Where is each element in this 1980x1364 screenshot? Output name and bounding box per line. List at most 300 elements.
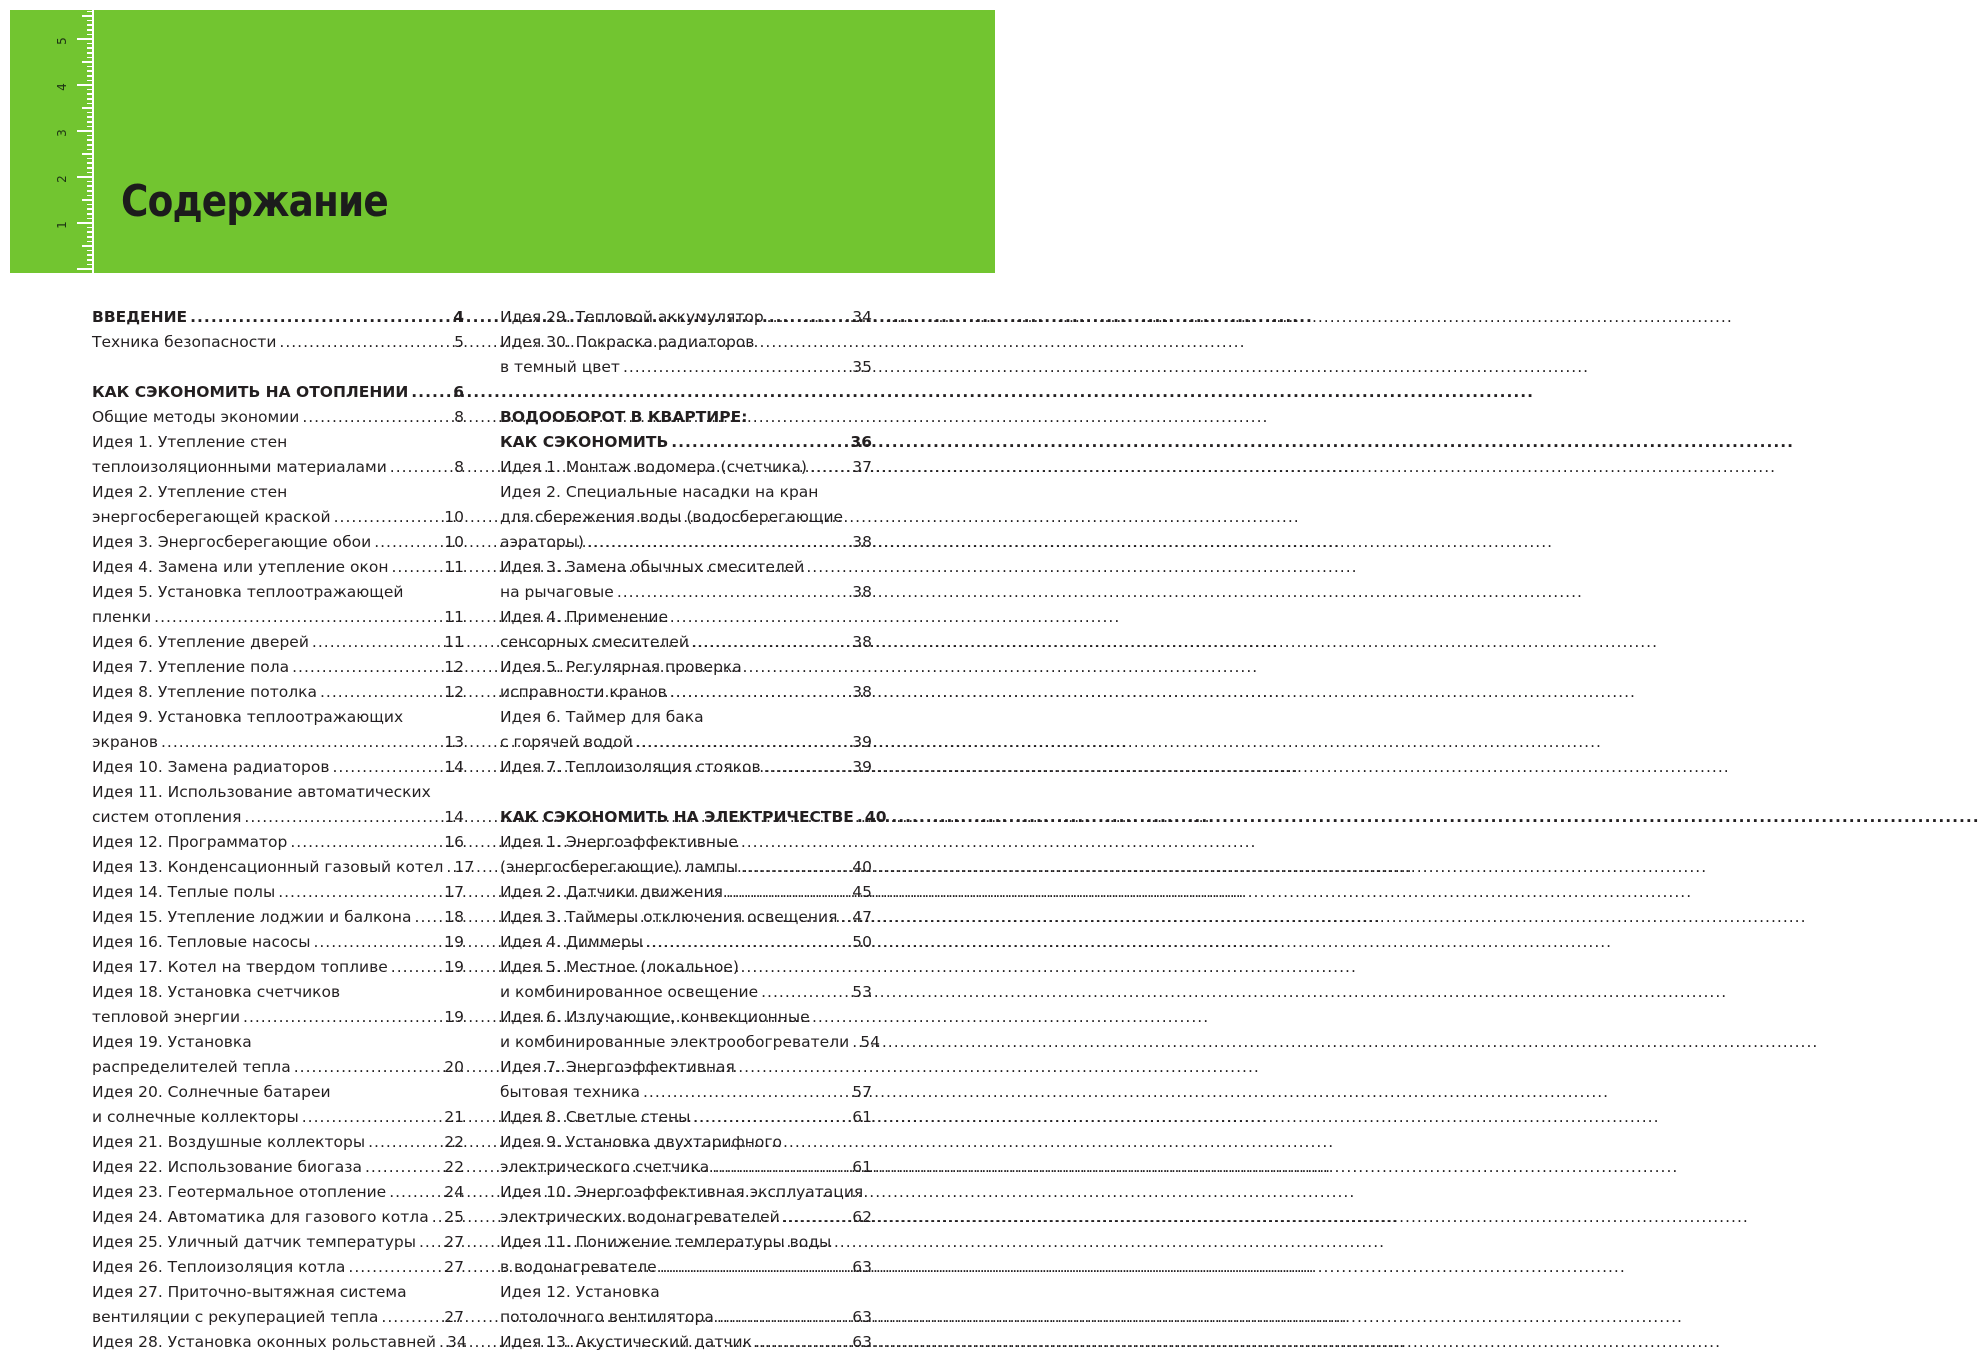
toc-entry[interactable]: [92, 505, 464, 530]
toc-entry[interactable]: [500, 980, 872, 1005]
toc-entry-text: Идея 17. Котел на твердом топливе: [92, 958, 388, 976]
toc-entry-text: пленки: [92, 608, 152, 626]
dot-leader: [154, 605, 442, 630]
dot-leader: [840, 905, 850, 930]
ruler-tick: [87, 98, 93, 100]
dot-leader: [302, 405, 452, 430]
toc-entry-text: Идея 13. Акустический датчик: [500, 1333, 752, 1351]
ruler-number: 1: [55, 221, 69, 229]
toc-section-heading[interactable]: [500, 805, 887, 830]
page-number: 25: [444, 1208, 464, 1226]
toc-entry[interactable]: [92, 580, 464, 605]
page-number: 40: [852, 858, 872, 876]
dot-leader: [313, 930, 442, 955]
toc-entry-text: электрических водонагревателей: [500, 1208, 780, 1226]
toc-entry-text: Идея 28. Установка оконных рольставней: [92, 1333, 436, 1351]
dot-leader: [312, 630, 442, 655]
page-number: 12: [444, 683, 464, 701]
dot-leader: [623, 355, 850, 380]
toc-entry-text: Идея 5. Регулярная проверка: [500, 658, 742, 676]
dot-leader: [717, 1305, 850, 1330]
toc-entry[interactable]: [500, 530, 872, 555]
toc-entry-text: Идея 2. Утепление стен: [92, 483, 288, 501]
toc-entry-text: потолочного вентилятора: [500, 1308, 714, 1326]
ruler-tick: [87, 172, 93, 174]
page-number: 38: [852, 633, 872, 651]
ruler-tick: [87, 66, 93, 68]
toc-entry[interactable]: [92, 680, 464, 705]
toc-entry[interactable]: [500, 1130, 872, 1155]
toc-entry-text: Идея 19. Установка: [92, 1033, 252, 1051]
ruler-tick: [87, 259, 93, 261]
ruler-tick: [87, 52, 93, 54]
page-number: 27: [444, 1308, 464, 1326]
section-spacer: [500, 780, 872, 805]
toc-entry[interactable]: [92, 930, 464, 955]
dot-leader: [334, 505, 443, 530]
ruler-tick: [87, 75, 93, 77]
ruler-tick: [77, 84, 93, 86]
page-number: 10: [444, 508, 464, 526]
ruler-number: 5: [55, 37, 69, 45]
toc-left-column: [92, 305, 475, 1355]
dot-leader: [643, 1080, 850, 1105]
ruler-number: 2: [55, 175, 69, 183]
toc-entry[interactable]: [500, 455, 872, 480]
toc-entry-text: вентиляции с рекуперацией тепла: [92, 1308, 379, 1326]
toc-entry-text: Идея 14. Теплые полы: [92, 883, 276, 901]
ruler-tick: [87, 204, 93, 206]
toc-entry-text: Идея 27. Приточно-вытяжная система: [92, 1283, 407, 1301]
toc-entry-text: Идея 9. Установка теплоотражающих: [92, 708, 404, 726]
page-number: 50: [852, 933, 872, 951]
toc-entry-text: Идея 18. Установка счетчиков: [92, 983, 341, 1001]
page-number: 34: [446, 1333, 467, 1351]
dot-leader: [415, 905, 443, 930]
toc-entry[interactable]: [92, 1155, 464, 1180]
dot-leader: [617, 580, 850, 605]
toc-entry[interactable]: [92, 405, 464, 430]
ruler-tick: [77, 130, 93, 132]
dot-leader: [419, 1230, 442, 1255]
toc-entry-text: Идея 12. Программатор: [92, 833, 288, 851]
page-number: 19: [444, 958, 464, 976]
toc-entry-text: на рычаговые: [500, 583, 614, 601]
page-number: 18: [444, 908, 464, 926]
page-number: 38: [852, 683, 872, 701]
ruler-tick: [87, 103, 93, 105]
ruler-tick: [87, 20, 93, 22]
toc-entry[interactable]: [92, 555, 464, 580]
toc-entry[interactable]: [500, 1155, 872, 1180]
toc-entry[interactable]: [500, 955, 872, 980]
toc-entry-text: экранов: [92, 733, 158, 751]
page-number: 13: [444, 733, 464, 751]
dot-leader: [278, 880, 442, 905]
toc-entry-text: Идея 22. Использование биогаза: [92, 1158, 362, 1176]
toc-entry-text: бытовая техника: [500, 1083, 640, 1101]
ruler-tick: [87, 158, 93, 160]
toc-entry-text: Идея 3. Таймеры отключения освещения: [500, 908, 838, 926]
ruler-tick: [87, 218, 93, 220]
toc-entry[interactable]: [500, 705, 872, 730]
page-number: 14: [444, 808, 464, 826]
toc-entry-text: Идея 23. Геотермальное отопление: [92, 1183, 387, 1201]
dot-leader: [290, 830, 442, 855]
ruler-tick: [87, 43, 93, 45]
ruler-tick: [77, 176, 93, 178]
toc-section-heading[interactable]: [500, 430, 872, 455]
ruler-tick: [87, 227, 93, 229]
dot-leader: [646, 930, 850, 955]
page-number: 38: [852, 583, 872, 601]
page-number: 11: [444, 633, 464, 651]
toc-entry[interactable]: [92, 330, 464, 355]
toc-entry-text: Идея 5. Установка теплоотражающей: [92, 583, 404, 601]
toc-entry[interactable]: [92, 480, 464, 505]
toc-entry[interactable]: [500, 1230, 872, 1255]
toc-entry[interactable]: [92, 705, 464, 730]
ruler-tick: [87, 11, 93, 13]
page-number: 19: [444, 1008, 464, 1026]
toc-entry-text: Идея 11. Понижение температуры воды: [500, 1233, 832, 1251]
toc-entry[interactable]: [500, 505, 872, 530]
ruler-tick: [87, 162, 93, 164]
toc-entry-text: Идея 6. Утепление дверей: [92, 633, 309, 651]
dot-leader: [243, 1005, 442, 1030]
toc-entry[interactable]: [500, 355, 872, 380]
toc-entry-text: Идея 4. Замена или утепление окон: [92, 558, 389, 576]
toc-entry[interactable]: [92, 805, 464, 830]
toc-entry[interactable]: [500, 1005, 872, 1030]
ruler-tick: [82, 245, 93, 247]
dot-leader: [446, 855, 452, 880]
toc-entry[interactable]: [500, 605, 872, 630]
toc-entry[interactable]: [92, 955, 464, 980]
dot-leader: [411, 380, 451, 405]
toc-entry[interactable]: [92, 780, 464, 805]
toc-entry-text: (энергосберегающие) лампы: [500, 858, 739, 876]
toc-entry-text: теплоизоляционными материалами: [92, 458, 387, 476]
toc-entry[interactable]: [92, 1130, 464, 1155]
dot-leader: [374, 530, 442, 555]
page-number: 37: [852, 458, 872, 476]
toc-entry-text: Идея 24. Автоматика для газового котла: [92, 1208, 429, 1226]
section-spacer: [92, 355, 464, 380]
page-number: 24: [444, 1183, 464, 1201]
ruler-tick: [87, 181, 93, 183]
ruler-tick: [87, 264, 93, 266]
toc-section-heading[interactable]: [92, 380, 464, 405]
page-number: 17: [444, 883, 464, 901]
toc-entry-text: КАК СЭКОНОМИТЬ: [500, 433, 669, 451]
toc-entry-text: Общие методы экономии: [92, 408, 300, 426]
page-number: 36: [850, 433, 872, 451]
page-number: 21: [444, 1108, 464, 1126]
dot-leader: [636, 730, 850, 755]
ruler-tick: [87, 121, 93, 123]
toc-entry[interactable]: [500, 1255, 872, 1280]
dot-leader: [587, 530, 850, 555]
page-number: 34: [852, 308, 872, 326]
toc-entry-text: с горячей водой: [500, 733, 633, 751]
toc-entry-text: Идея 7. Теплоизоляция стояков: [500, 758, 761, 776]
dot-leader: [244, 805, 442, 830]
toc-entry-text: Идея 20. Солнечные батареи: [92, 1083, 331, 1101]
section-spacer: [500, 380, 872, 405]
toc-entry[interactable]: [500, 855, 872, 880]
toc-entry[interactable]: [500, 630, 872, 655]
toc-entry[interactable]: [92, 1055, 464, 1080]
page-number: 19: [444, 933, 464, 951]
ruler-tick: [87, 236, 93, 238]
toc-entry[interactable]: [500, 580, 872, 605]
toc-entry-text: Идея 9. Установка двухтарифного: [500, 1133, 782, 1151]
toc-entry[interactable]: [500, 1080, 872, 1105]
toc-entry-text: Идея 3. Замена обычных смесителей: [500, 558, 805, 576]
toc-entry-text: Идея 8. Светлые стены: [500, 1108, 691, 1126]
toc-entry[interactable]: [500, 930, 872, 955]
toc-section-heading[interactable]: [92, 305, 464, 330]
toc-entry-text: для сбережения воды (водосберегающие: [500, 508, 844, 526]
toc-entry[interactable]: [500, 1105, 872, 1130]
toc-entry-text: и солнечные коллекторы: [92, 1108, 299, 1126]
page-number: 53: [852, 983, 872, 1001]
toc-entry-text: Идея 2. Датчики движения: [500, 883, 724, 901]
toc-entry[interactable]: [500, 480, 872, 505]
ruler-number: 4: [55, 83, 69, 91]
toc-entry[interactable]: [92, 980, 464, 1005]
dot-leader: [439, 1330, 445, 1355]
page-number: 20: [444, 1058, 464, 1076]
ruler-tick: [82, 61, 93, 63]
dot-leader: [761, 980, 850, 1005]
ruler-tick: [87, 70, 93, 72]
toc-entry-text: ВВЕДЕНИЕ: [92, 308, 188, 326]
toc-entry[interactable]: [500, 555, 872, 580]
toc-entry[interactable]: [500, 1180, 872, 1205]
page-number: 6: [453, 383, 464, 401]
ruler-tick: [87, 213, 93, 215]
ruler-tick: [87, 29, 93, 31]
toc-entry[interactable]: [92, 655, 464, 680]
toc-entry[interactable]: [500, 655, 872, 680]
ruler-tick: [87, 167, 93, 169]
ruler-tick: [87, 144, 93, 146]
toc-entry-text: Идея 11. Использование автоматических: [92, 783, 431, 801]
toc-entry-text: Идея 4. Диммеры: [500, 933, 643, 951]
toc-entry[interactable]: [92, 1180, 464, 1205]
toc-entry[interactable]: [500, 1305, 872, 1330]
toc-entry-text: Идея 30. Покраска радиаторов: [500, 333, 755, 351]
toc-entry-text: и комбинированное освещение: [500, 983, 759, 1001]
toc-entry[interactable]: [92, 730, 464, 755]
toc-entry-text: Идея 13. Конденсационный газовый котел: [92, 858, 444, 876]
page-number: 8: [454, 458, 464, 476]
toc-entry-text: в темный цвет: [500, 358, 620, 376]
ruler-tick: [87, 149, 93, 151]
toc-entry[interactable]: [92, 455, 464, 480]
toc-entry[interactable]: [92, 905, 464, 930]
toc-entry[interactable]: [92, 430, 464, 455]
page-number: 38: [852, 533, 872, 551]
page-number: 10: [444, 533, 464, 551]
toc-entry-text: Идея 10. Замена радиаторов: [92, 758, 330, 776]
toc-entry-text: сенсорных смесителей: [500, 633, 689, 651]
page-number: 16: [444, 833, 464, 851]
toc-entry[interactable]: [92, 880, 464, 905]
toc-entry-text: Идея 1. Утепление стен: [92, 433, 288, 451]
page-number: 35: [852, 358, 872, 376]
ruler-tick: [87, 34, 93, 36]
toc-entry[interactable]: [500, 305, 872, 330]
ruler-tick: [87, 47, 93, 49]
dot-leader: [381, 1305, 442, 1330]
page-number: 17: [454, 858, 475, 876]
toc-entry[interactable]: [92, 830, 464, 855]
page-number: 61: [852, 1158, 872, 1176]
toc-entry-text: Идея 4. Применение: [500, 608, 669, 626]
page-number: 14: [444, 758, 464, 776]
page-number: 47: [852, 908, 872, 926]
toc-entry[interactable]: [92, 1280, 464, 1305]
ruler-tick: [82, 15, 93, 17]
toc-entry[interactable]: [92, 1005, 464, 1030]
page-number: 63: [852, 1258, 872, 1276]
toc-entry-text: Техника безопасности: [92, 333, 277, 351]
page-number: 11: [444, 608, 464, 626]
dot-leader: [712, 1155, 850, 1180]
dot-leader: [161, 730, 442, 755]
dot-leader: [810, 455, 850, 480]
toc-entry-text: Идея 7. Энергоэффективная: [500, 1058, 735, 1076]
toc-entry[interactable]: [500, 880, 872, 905]
page-number: 27: [444, 1233, 464, 1251]
toc-entry[interactable]: [500, 1030, 880, 1055]
ruler-tick: [87, 80, 93, 82]
page-number: 22: [444, 1158, 464, 1176]
dot-leader: [767, 305, 851, 330]
dot-leader: [302, 1105, 443, 1130]
toc-entry-text: Идея 5. Местное (локальное): [500, 958, 739, 976]
dot-leader: [726, 880, 850, 905]
toc-entry[interactable]: [500, 755, 872, 780]
ruler-tick: [87, 190, 93, 192]
toc-entry[interactable]: [500, 330, 872, 355]
ruler-tick: [87, 254, 93, 256]
toc-entry[interactable]: [92, 1255, 464, 1280]
toc-entry[interactable]: [500, 1280, 872, 1305]
ruler-tick: [87, 93, 93, 95]
dot-leader: [764, 755, 851, 780]
toc-entry[interactable]: [92, 855, 475, 880]
toc-entry[interactable]: [92, 530, 464, 555]
dot-leader: [660, 1255, 851, 1280]
toc-entry-text: исправности кранов: [500, 683, 667, 701]
dot-leader: [852, 1030, 858, 1055]
toc-entry-text: Идея 15. Утепление лоджии и балкона: [92, 908, 412, 926]
toc-section-heading[interactable]: [500, 405, 872, 430]
page-number: 11: [444, 558, 464, 576]
toc-entry[interactable]: [500, 905, 872, 930]
page-number: 61: [852, 1108, 872, 1126]
page-number: 63: [852, 1333, 872, 1351]
ruler-tick: [87, 126, 93, 128]
page-number: 4: [453, 308, 464, 326]
dot-leader: [432, 1205, 443, 1230]
dot-leader: [389, 1180, 442, 1205]
toc-entry-text: Идея 26. Теплоизоляция котла: [92, 1258, 346, 1276]
page-number: 40: [864, 808, 887, 826]
toc-entry[interactable]: [500, 830, 872, 855]
toc-entry-text: систем отопления: [92, 808, 242, 826]
page-title: Содержание: [121, 176, 388, 227]
dot-leader: [857, 805, 863, 830]
toc-entry[interactable]: [500, 680, 872, 705]
toc-entry[interactable]: [500, 730, 872, 755]
dot-leader: [365, 1155, 442, 1180]
toc-entry-text: и комбинированные электрообогреватели: [500, 1033, 850, 1051]
toc-entry-text: распределителей тепла: [92, 1058, 291, 1076]
dot-leader: [292, 655, 442, 680]
toc-entry[interactable]: [92, 1030, 464, 1055]
toc-entry[interactable]: [92, 630, 464, 655]
toc-entry-text: тепловой энергии: [92, 1008, 241, 1026]
toc-entry-text: Идея 2. Специальные насадки на кран: [500, 483, 819, 501]
dot-leader: [333, 755, 443, 780]
toc-entry[interactable]: [92, 1330, 467, 1355]
toc-entry[interactable]: [92, 755, 464, 780]
toc-entry-text: Идея 6. Таймер для бака: [500, 708, 704, 726]
dot-leader: [741, 855, 850, 880]
ruler-tick: [77, 222, 93, 224]
dot-leader: [671, 430, 848, 455]
toc-entry[interactable]: [500, 1205, 872, 1230]
dot-leader: [391, 955, 442, 980]
dot-leader: [390, 455, 452, 480]
toc-entry-text: Идея 7. Утепление пола: [92, 658, 290, 676]
ruler-tick: [87, 241, 93, 243]
toc-entry[interactable]: [92, 1105, 464, 1130]
page-number: 5: [454, 333, 464, 351]
toc-entry[interactable]: [92, 1305, 464, 1330]
ruler-tick: [87, 231, 93, 233]
dot-leader: [294, 1055, 443, 1080]
page-number: 39: [852, 733, 872, 751]
toc-entry[interactable]: [500, 1055, 872, 1080]
toc-entry[interactable]: [92, 1080, 464, 1105]
dot-leader: [692, 630, 850, 655]
dot-leader: [783, 1205, 851, 1230]
ruler-tick: [82, 107, 93, 109]
toc-entry[interactable]: [92, 605, 464, 630]
ruler-tick: [87, 250, 93, 252]
toc-entry-text: энергосберегающей краской: [92, 508, 331, 526]
toc-entry-text: Идея 16. Тепловые насосы: [92, 933, 311, 951]
toc-entry[interactable]: [92, 1230, 464, 1255]
toc-entry-text: Идея 21. Воздушные коллекторы: [92, 1133, 366, 1151]
toc-entry-text: Идея 3. Энергосберегающие обои: [92, 533, 372, 551]
toc-entry-text: Идея 6. Излучающие, конвекционные: [500, 1008, 810, 1026]
page-number: 57: [852, 1083, 872, 1101]
ruler-number: [55, 0, 69, 5]
toc-entry[interactable]: [92, 1205, 464, 1230]
toc-entry[interactable]: [500, 1330, 872, 1355]
dot-leader: [670, 680, 850, 705]
toc-entry-text: Идея 10. Энергоэффективная эксплуатация: [500, 1183, 864, 1201]
dot-leader: [755, 1330, 850, 1355]
toc-entry-text: Идея 1. Энергоэффективные: [500, 833, 738, 851]
